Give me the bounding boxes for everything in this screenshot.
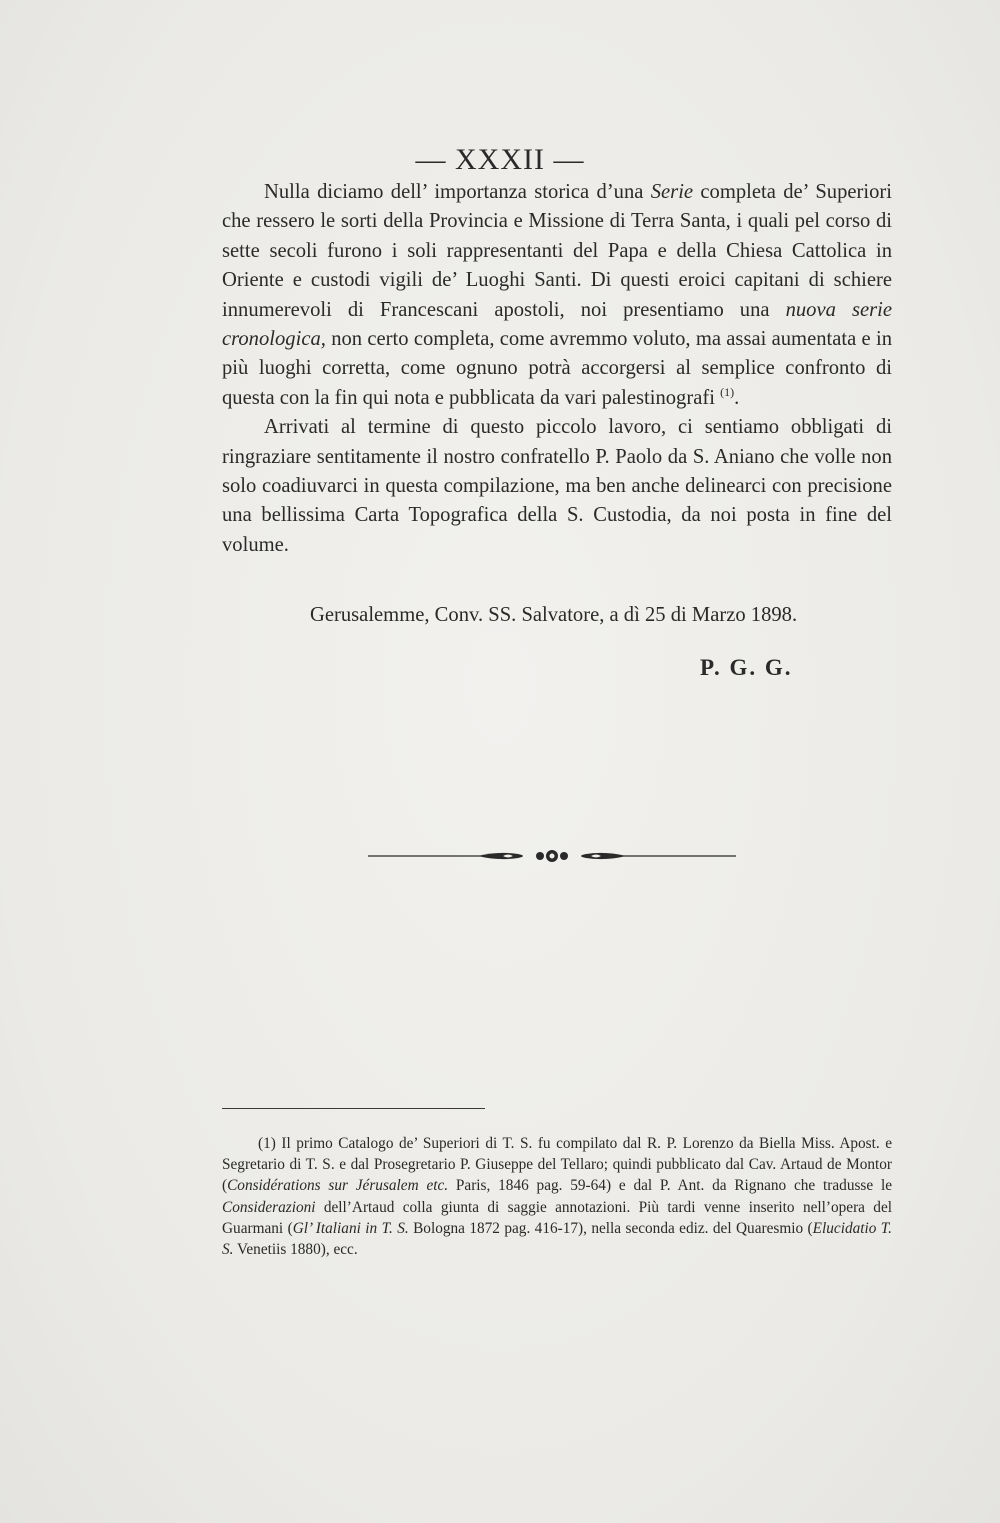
footnote-1: [222, 1133, 892, 1260]
footnote-text-e: Venetiis 1880), ecc.: [233, 1241, 358, 1259]
footnote: [222, 1133, 892, 1260]
paragraph-1-text-a: Nulla diciamo dell’ importanza storica d’una: [264, 181, 651, 203]
footnote-reference: (1): [720, 384, 735, 399]
dateline: Gerusalemme, Conv. SS. Salvatore, a dì 25 di Marzo 1898.: [310, 604, 798, 626]
footnote-text-a: (1) Il primo Catalogo de’ Superiori di T. S. fu compilato dal R. P. Lorenzo da Biella Miss. Apost. e Segretario di T. S. e dal Prosegretario P. Giuseppe del Tellaro; quindi pubblicato dal Cav. Artaud de Montor (: [222, 1135, 892, 1195]
footnote-rule: [222, 1108, 485, 1109]
paragraph-2: Arrivati al termine di questo piccolo lavoro, ci sentiamo obbligati di ringraziare sentitamente il nostro confratello P. Paolo da S. Aniano che volle non solo coadiuvarci in questa compilazione, ma ben anche delinearci con precisione una bellissima Carta Topografica della S. Custodia, da noi posta in fine del volume.: [222, 416, 892, 556]
body-text: [222, 178, 892, 560]
ornament-divider-icon: [368, 848, 736, 864]
paragraph-1-text-b: completa de’ Superiori che ressero le sorti della Provincia e Missione di Terra Santa, i quali pel corso di sette secoli furono i soli rappresentanti del Papa e della Chiesa Cattolica in Oriente e custodi vigili de’ Luoghi Santi. Di questi eroici capitani di schiere innumerevoli di Francescani apostoli, noi presentiamo una: [222, 181, 892, 321]
paragraph-1-text-c: non certo completa, come avremmo voluto, ma assai aumentata e in più luoghi corretta, come ognuno potrà accorgersi al semplice confronto di questa con la fin qui nota e pubblicata da vari palestinografi: [222, 328, 892, 409]
footnote-title-italiani: Gl’ Italiani in T. S.: [292, 1219, 409, 1237]
paragraph-1-end: .: [734, 386, 740, 409]
footnote-text-d: Bologna 1872 pag. 416-17), nella seconda ediz. del Quaresmio (: [408, 1219, 813, 1237]
footnote-text-b: Paris, 1846 pag. 59-64) e dal P. Ant. da Rignano che tradusse le: [448, 1177, 893, 1195]
paragraph-1-nuova-serie: nuova serie cronologica,: [222, 298, 892, 351]
footnote-title-considerazioni: Considerazioni: [222, 1198, 316, 1216]
footnote-title-elucidatio: Elucidatio T. S.: [222, 1219, 892, 1259]
footnote-title-considerations: Considérations sur Jérusalem etc.: [227, 1177, 449, 1195]
footnote-text-c: dell’Artaud colla giunta di saggie annotazioni. Più tardi venne inserito nell’opera del Guarmani (: [222, 1198, 892, 1237]
paragraph-1: [222, 178, 892, 413]
page-number: — XXXII —: [415, 143, 585, 176]
signature: P. G. G.: [700, 655, 793, 680]
paragraph-1-serie: Serie: [650, 181, 694, 203]
